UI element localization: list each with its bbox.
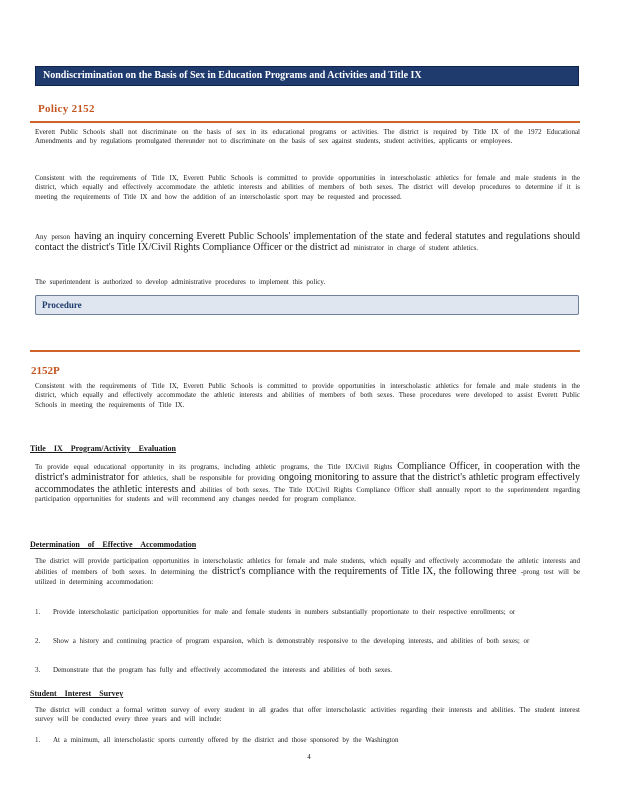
evaluation-text-2: Compliance Officer, in cooperation with the district's administrator for <box>35 461 580 484</box>
policy-title-bar: Nondiscrimination on the Basis of Sex in Education Programs and Activities and Title IX <box>35 66 579 86</box>
page-number: 4 <box>307 753 311 761</box>
heading-effective-accommodation: Determination of Effective Accommodation <box>30 540 197 549</box>
policy-paragraph-3-end: ministrator in charge of student athletics. <box>353 244 478 253</box>
evaluation-text-4: ongoing monitoring to assure that the district's athletic program effectively accommodates the athletic interests and <box>35 472 581 495</box>
policy-paragraph-3-start: Any person <box>35 233 70 241</box>
list-text: Show a history and continuing practice of program expansion, which is demonstrably responsive to the developing interests, and abilities of both sexes; or <box>53 637 530 645</box>
procedure-intro: Consistent with the requirements of Title IX, Everett Public Schools is committed to provide opportunities in interscholastic athletics for female and male students in the district, which equally and effectively accommodate the athletic interests and abilities of members of both sexes. These procedures were developed to assist Everett Public Schools in meeting the requirements of Title IX. <box>35 382 580 409</box>
policy-number: Policy 2152 <box>38 103 95 115</box>
policy-paragraph-4: The superintendent is authorized to develop administrative procedures to implement this policy. <box>35 278 326 286</box>
list-number: 2. <box>35 637 41 645</box>
list-text: Demonstrate that the program has fully and effectively accommodated the interests and abilities of both sexes. <box>53 666 392 674</box>
procedure-header-bar: Procedure <box>35 295 579 315</box>
list-number: 1. <box>35 608 41 616</box>
survey-paragraph: The district will conduct a formal written survey of every student in all grades that offer interscholastic activities regarding their interests and abilities. The student interest survey will be conducted every three years and will include: <box>35 706 580 724</box>
evaluation-paragraph <box>35 461 580 505</box>
accommodation-text-1: The district will provide participation opportunities in interscholastic athletics for female and male students, which equally and effectively accommodate the athletic interests and abilities of members of both sexes. In determining the <box>35 557 580 577</box>
evaluation-text-5: abilities of both sexes. The Title IX/Civil Rights Compliance Officer shall annually report to the superintendent regarding participation opportunities for students and will recommend any changes needed for program compliance. <box>35 485 581 504</box>
list-text: Provide interscholastic participation opportunities for male and female students in numbers substantially proportionate to their respective enrollments; or <box>53 608 516 616</box>
evaluation-text-3: athletics, shall be responsible for providing <box>142 474 275 483</box>
policy-paragraph-3 <box>35 231 580 254</box>
policy-paragraph-1: Everett Public Schools shall not discriminate on the basis of sex in its educational programs or activities. The district is required by Title IX of the 1972 Educational Amendments and by regulations promulgated thereunder not to discriminate on the basis of sex against students, student activities, applicants or employees. <box>35 128 580 146</box>
evaluation-text-1: To provide equal educational opportunity in its programs, including athletic programs, the Title IX/Civil Rights <box>35 463 393 471</box>
accommodation-paragraph <box>35 557 580 587</box>
list-number: 3. <box>35 666 41 674</box>
policy-paragraph-2: Consistent with the requirements of Title IX, Everett Public Schools is committed to provide opportunities in interscholastic athletics for female and male students in the district, which equally and effectively accommodate the athletic interests and abilities of members of both sexes. The district will develop procedures to determine if it is meeting the requirements of Title IX and how the addition of an interscholastic sport may be requested and processed. <box>35 174 580 201</box>
section-divider <box>30 121 580 123</box>
policy-paragraph-3-body: having an inquiry concerning Everett Public Schools' implementation of the state and federal statutes and regulations should contact the district's Title IX/Civil Rights Compliance Officer or the district ad <box>35 231 580 254</box>
list-number: 1. <box>35 736 41 744</box>
list-text: At a minimum, all interscholastic sports currently offered by the district and those sponsored by the Washington <box>53 736 399 744</box>
accommodation-text-2: district's compliance with the requirements of Title IX, the following three <box>211 566 517 578</box>
procedure-number: 2152P <box>31 365 60 377</box>
heading-student-interest-survey: Student Interest Survey <box>30 689 124 698</box>
heading-program-evaluation: Title IX Program/Activity Evaluation <box>30 444 176 453</box>
section-divider <box>30 350 580 352</box>
accommodation-text-3: -prong test will be utilized in determining accommodation: <box>35 568 581 586</box>
